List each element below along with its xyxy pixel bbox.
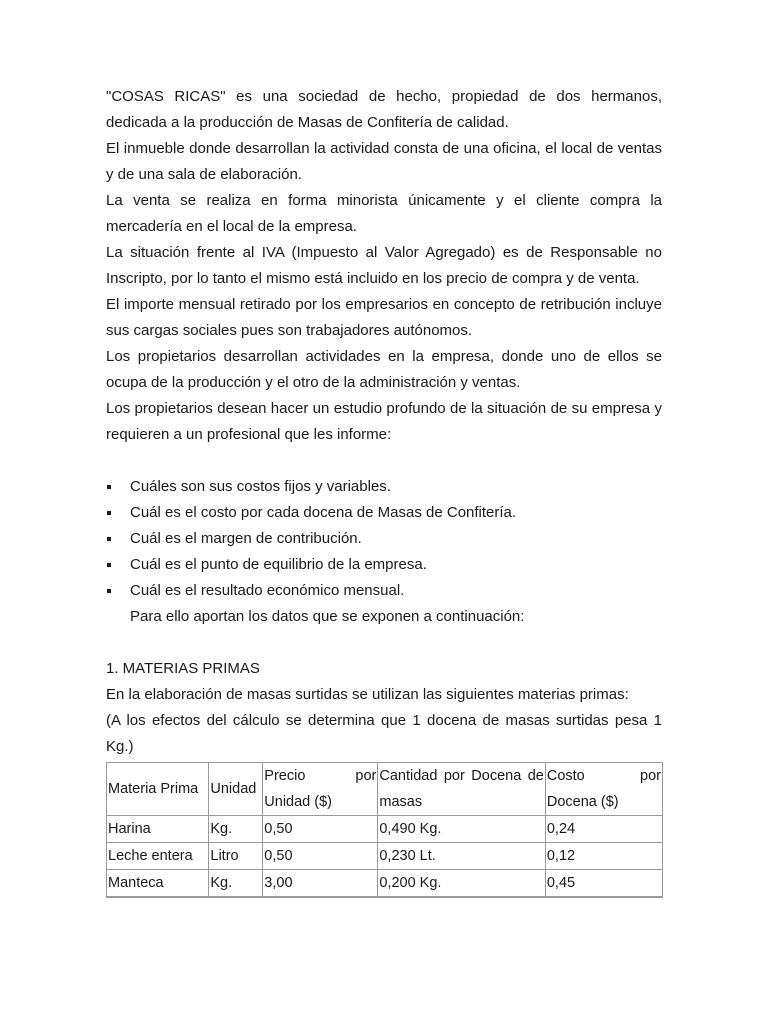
- cell-materia: Harina: [107, 816, 209, 843]
- header-costo-line1: Costo por: [546, 768, 661, 784]
- table-row: [107, 843, 663, 870]
- header-cantidad-line1: Cantidad por Docena de: [379, 768, 544, 784]
- list-item: Cuál es el punto de equilibrio de la empresa.: [106, 552, 662, 578]
- intro-paragraph-6: Los propietarios desarrollan actividades en la empresa, donde uno de ellos se ocupa de la producción y el otro de la administración y ventas.: [106, 348, 662, 391]
- intro-paragraph-1: "COSAS RICAS" es una sociedad de hecho, propiedad de dos hermanos, dedicada a la producción de Masas de Confitería de calidad.: [106, 88, 662, 131]
- header-precio-line2: Unidad ($): [264, 794, 332, 810]
- cell-costo: 0,45: [545, 870, 662, 898]
- cell-precio: 0,50: [263, 843, 378, 870]
- table-header-row: [107, 763, 663, 816]
- cell-materia: Manteca: [107, 870, 209, 898]
- header-precio: [263, 763, 378, 816]
- header-materia-prima: Materia Prima: [107, 763, 209, 816]
- spacer: [106, 630, 662, 656]
- list-item: Cuáles son sus costos fijos y variables.: [106, 474, 662, 500]
- bullet-list: [106, 474, 662, 604]
- intro-paragraph-3: La venta se realiza en forma minorista únicamente y el cliente compra la mercadería en el local de la empresa.: [106, 192, 662, 235]
- cell-cantidad: 0,230 Lt.: [378, 843, 546, 870]
- header-costo: [545, 763, 662, 816]
- cell-costo: 0,24: [545, 816, 662, 843]
- cell-cantidad: 0,200 Kg.: [378, 870, 546, 898]
- spacer: [106, 448, 662, 474]
- table-row: [107, 870, 663, 898]
- cell-cantidad: 0,490 Kg.: [378, 816, 546, 843]
- cell-precio: 0,50: [263, 816, 378, 843]
- materias-primas-table: [106, 762, 663, 898]
- list-item: Cuál es el margen de contribución.: [106, 526, 662, 552]
- list-item: Cuál es el costo por cada docena de Masas de Confitería.: [106, 500, 662, 526]
- cell-unidad: Litro: [209, 843, 263, 870]
- section-text-1: En la elaboración de masas surtidas se utilizan las siguientes materias primas:: [106, 686, 629, 703]
- intro-paragraph-5: El importe mensual retirado por los empresarios en concepto de retribución incluye sus cargas sociales pues son trabajadores autónomos.: [106, 296, 662, 339]
- intro-paragraph-2: El inmueble donde desarrollan la actividad consta de una oficina, el local de ventas y de una sala de elaboración.: [106, 140, 662, 183]
- intro-paragraph-4: La situación frente al IVA (Impuesto al Valor Agregado) es de Responsable no Inscripto, por lo tanto el mismo está incluido en los precio de compra y de venta.: [106, 244, 662, 287]
- header-precio-line1: Precio por: [264, 768, 377, 784]
- cell-costo: 0,12: [545, 843, 662, 870]
- section-heading: 1. MATERIAS PRIMAS: [106, 660, 260, 677]
- document-page: [106, 84, 662, 898]
- table-row: [107, 816, 663, 843]
- list-item: Cuál es el resultado económico mensual.: [106, 578, 662, 604]
- header-unidad: Unidad: [209, 763, 263, 816]
- cell-materia: Leche entera: [107, 843, 209, 870]
- section-text-2: (A los efectos del cálculo se determina que 1 docena de masas surtidas pesa 1 Kg.): [106, 712, 662, 755]
- intro-paragraph-7: Los propietarios desean hacer un estudio profundo de la situación de su empresa y requieren a un profesional que les informe:: [106, 400, 662, 443]
- header-costo-line2: Docena ($): [546, 794, 619, 810]
- closing-text: Para ello aportan los datos que se exponen a continuación:: [130, 608, 525, 625]
- cell-unidad: Kg.: [209, 816, 263, 843]
- cell-precio: 3,00: [263, 870, 378, 898]
- header-cantidad: [378, 763, 546, 816]
- cell-unidad: Kg.: [209, 870, 263, 898]
- header-cantidad-line2: masas: [379, 794, 423, 810]
